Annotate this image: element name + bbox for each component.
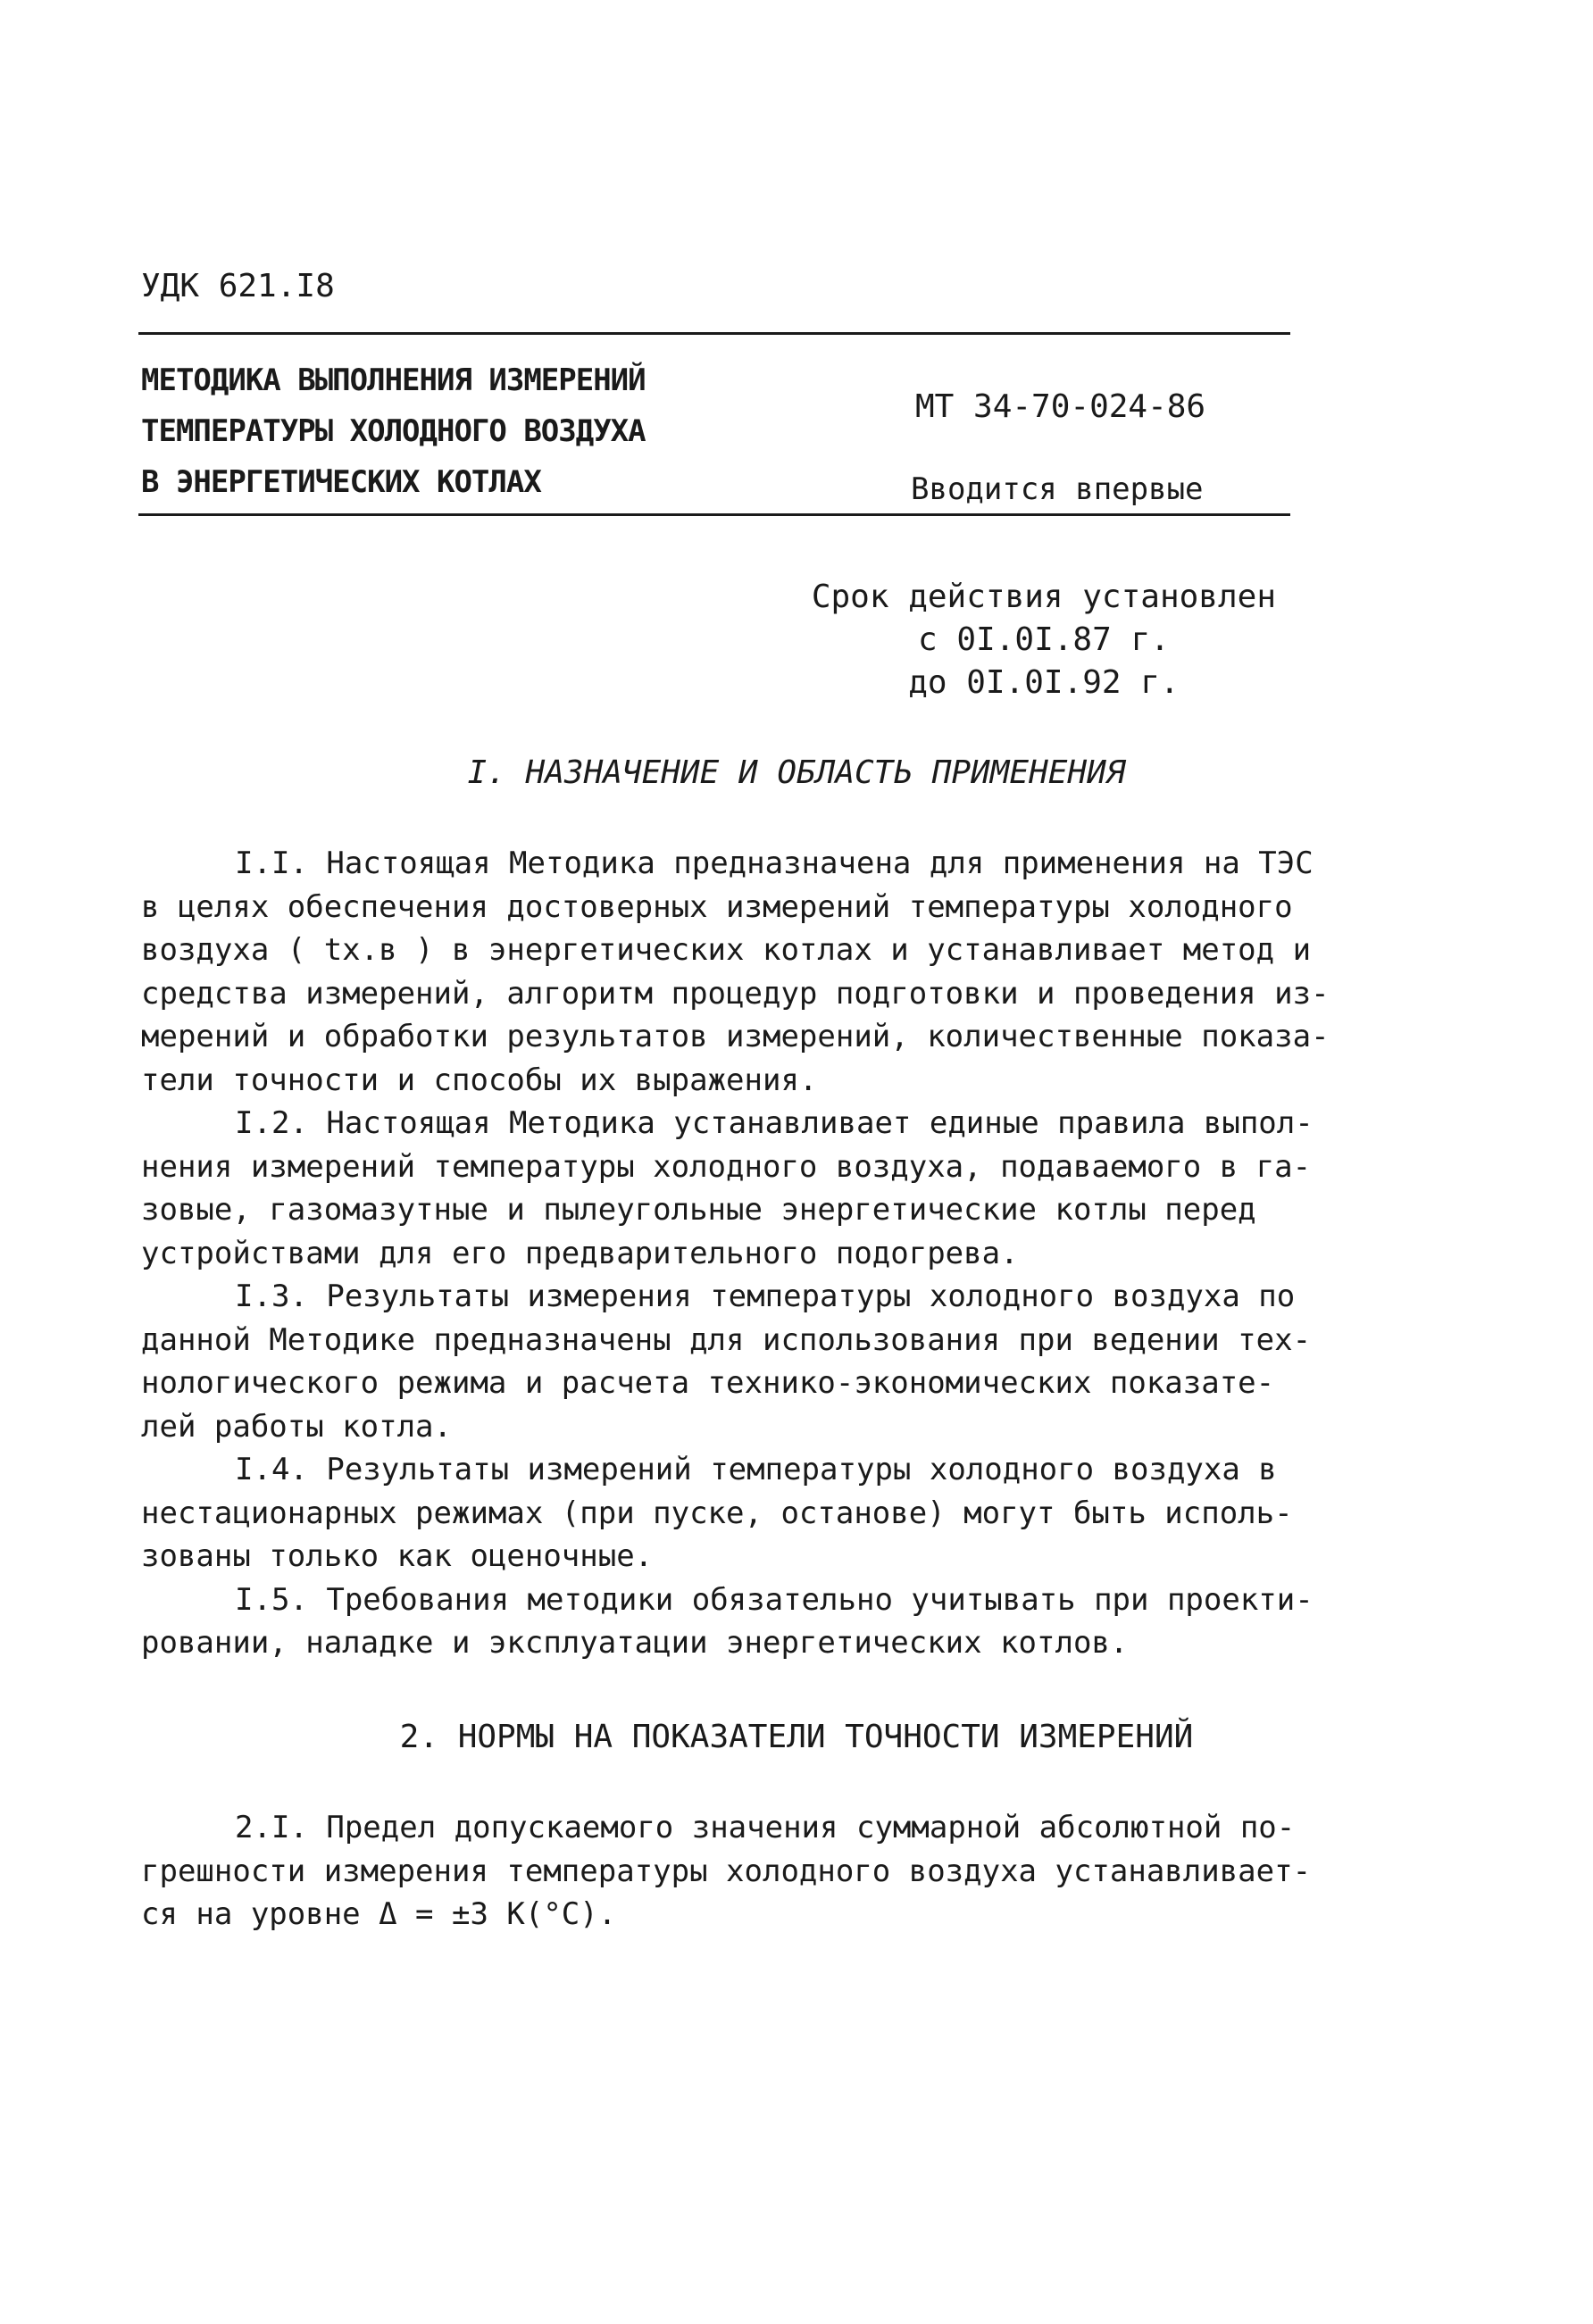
paragraph-line: ся на уровне Δ = ±3 К(°С). xyxy=(141,1896,617,1932)
section-2-body xyxy=(141,1806,1312,1937)
title-line: В ЭНЕРГЕТИЧЕСКИХ КОТЛАХ xyxy=(141,464,541,500)
document-code: МТ 34-70-024-86 xyxy=(915,388,1206,425)
validity-label: Срок действия установлен xyxy=(811,579,1276,615)
paragraph-line: нестационарных режимах (при пуске, останове) могут быть исполь- xyxy=(141,1495,1293,1531)
paragraph-line: грешности измерения температуры холодного воздуха устанавливает- xyxy=(141,1853,1312,1889)
header-bottom-rule xyxy=(138,513,1290,516)
title-line: ТЕМПЕРАТУРЫ ХОЛОДНОГО ВОЗДУХА xyxy=(141,413,646,449)
paragraph-line: мерений и обработки результатов измерений, количественные показа- xyxy=(141,1019,1330,1054)
paragraph-line: 2.I. Предел допускаемого значения суммарной абсолютной по- xyxy=(235,1810,1296,1845)
paragraph-line: I.5. Требования методики обязательно учитывать при проекти- xyxy=(235,1581,1314,1618)
document-title xyxy=(141,355,646,508)
document-status: Вводится впервые xyxy=(911,471,1204,507)
title-line: МЕТОДИКА ВЫПОЛНЕНИЯ ИЗМЕРЕНИЙ xyxy=(141,362,646,398)
validity-from: с 0I.0I.87 г. xyxy=(918,621,1170,658)
paragraph-line: тели точности и способы их выражения. xyxy=(141,1062,818,1098)
paragraph-line: зованы только как оценочные. xyxy=(141,1538,654,1574)
paragraph-line: ровании, наладке и эксплуатации энергетических котлов. xyxy=(141,1625,1129,1661)
paragraph-line: лей работы котла. xyxy=(141,1408,452,1445)
paragraph-line: в целях обеспечения достоверных измерений температуры холодного xyxy=(141,888,1293,925)
paragraph-line: воздуха ( tх.в ) в энергетических котлах и устанавливает метод и xyxy=(141,932,1312,968)
paragraph-line: данной Методике предназначены для использования при ведении тех- xyxy=(141,1321,1312,1358)
paragraph-line: I.4. Результаты измерений температуры холодного воздуха в xyxy=(235,1452,1277,1487)
paragraph-line: I.I. Настоящая Методика предназначена для применения на ТЭС xyxy=(235,845,1314,881)
paragraph-line: нологического режима и расчета технико-экономических показате- xyxy=(141,1365,1275,1401)
section-2-heading: 2. НОРМЫ НА ПОКАЗАТЕЛИ ТОЧНОСТИ ИЗМЕРЕНИЙ xyxy=(399,1719,1194,1755)
header-top-rule xyxy=(138,332,1290,335)
paragraph-line: I.2. Настоящая Методика устанавливает единые правила выпол- xyxy=(235,1105,1314,1141)
section-1-heading: I. НАЗНАЧЕНИЕ И ОБЛАСТЬ ПРИМЕНЕНИЯ xyxy=(467,754,1126,791)
paragraph-line: нения измерений температуры холодного воздуха, подаваемого в га- xyxy=(141,1148,1312,1185)
section-1-body xyxy=(141,842,1330,1665)
validity-to: до 0I.0I.92 г. xyxy=(908,664,1180,701)
validity-period xyxy=(812,576,1276,704)
udk-code: УДК 621.I8 xyxy=(141,268,335,304)
paragraph-line: устройствами для его предварительного подогрева. xyxy=(141,1235,1019,1271)
paragraph-line: средства измерений, алгоритм процедур подготовки и проведения из- xyxy=(141,975,1330,1012)
paragraph-line: I.3. Результаты измерения температуры холодного воздуха по xyxy=(235,1279,1296,1314)
paragraph-line: зовые, газомазутные и пылеугольные энергетические котлы перед xyxy=(141,1192,1256,1228)
